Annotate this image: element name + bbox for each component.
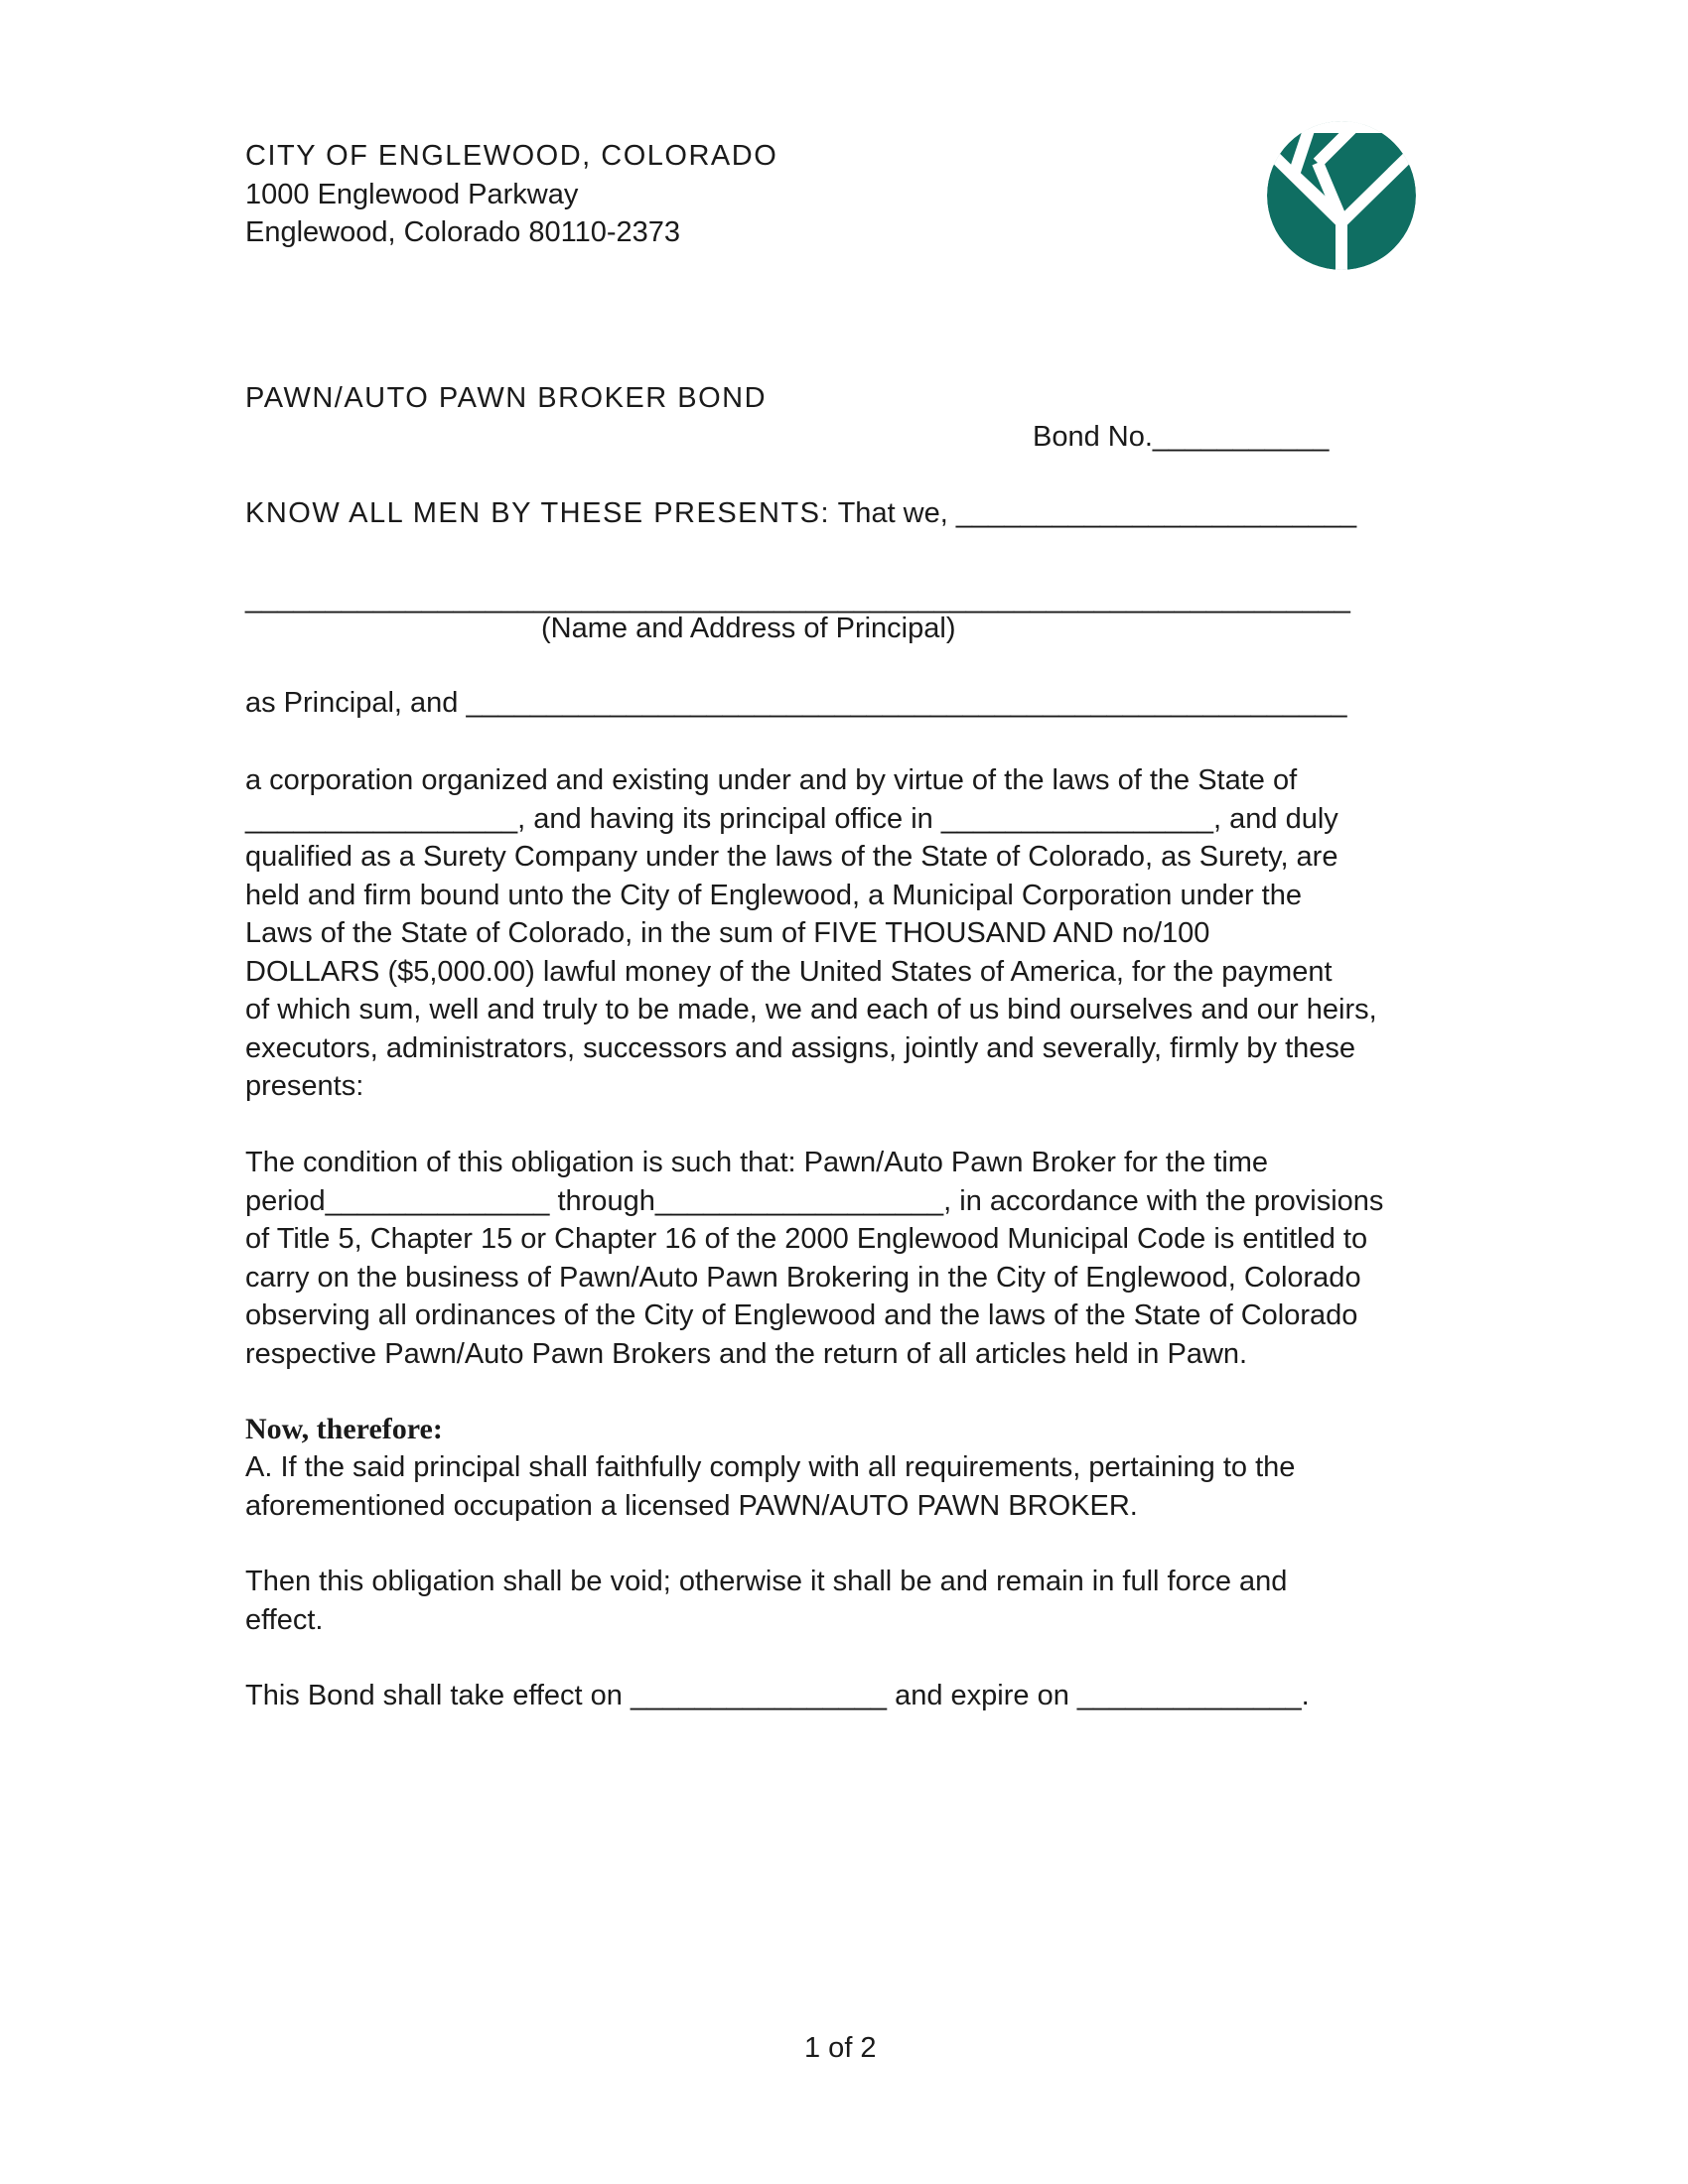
principal-address-field[interactable]: _____________________________________________________________________ [245,583,1350,614]
paragraph-line: The condition of this obligation is such that: Pawn/Auto Pawn Broker for the time [245,1147,1269,1178]
paragraph-line: presents: [245,1070,364,1102]
paragraph-line: a corporation organized and existing under and by virtue of the laws of the State of [245,764,1298,796]
address-line-1: 1000 Englewood Parkway [245,178,579,210]
paragraph-line: _________________, and having its principal office in _________________, and duly [245,802,1338,835]
address-line-2: Englewood, Colorado 80110-2373 [245,216,681,248]
bond-number-field[interactable]: Bond No.___________ [1033,421,1330,453]
paragraph-line: Then this obligation shall be void; otherwise it shall be and remain in full force and [245,1566,1288,1597]
condition-paragraph [245,1144,1383,1373]
principal-name-field[interactable]: That we, _________________________ [830,497,1357,529]
paragraph-line: Laws of the State of Colorado, in the sum of FIVE THOUSAND AND no/100 [245,917,1210,949]
paragraph-line: held and firm bound unto the City of Englewood, a Municipal Corporation under the [245,879,1302,911]
principal-caption: (Name and Address of Principal) [541,613,956,644]
paragraph-line: of which sum, well and truly to be made, we and each of us bind ourselves and our heirs, [245,994,1377,1025]
letterhead [245,137,777,252]
void-clause [245,1563,1287,1639]
now-therefore-heading: Now, therefore: [245,1413,443,1445]
paragraph-line: respective Pawn/Auto Pawn Brokers and the return of all articles held in Pawn. [245,1337,1248,1370]
effective-dates-field[interactable]: This Bond shall take effect on ________________ and expire on ______________. [245,1680,1310,1711]
clause-a [245,1448,1295,1525]
city-logo-icon [1267,121,1416,270]
paragraph-line: DOLLARS ($5,000.00) lawful money of the United States of America, for the payment [245,955,1333,988]
paragraph-line: executors, administrators, successors and assigns, jointly and severally, firmly by these [245,1031,1356,1064]
paragraph-line: period______________ through__________________, in accordance with the provisions [245,1184,1384,1217]
paragraph-line: of Title 5, Chapter 15 or Chapter 16 of the 2000 Englewood Municipal Code is entitled to [245,1223,1368,1255]
paragraph-line: carry on the business of Pawn/Auto Pawn Brokering in the City of Englewood, Colorado [245,1261,1361,1294]
paragraph-line: observing all ordinances of the City of Englewood and the laws of the State of Colorado [245,1299,1358,1331]
surety-paragraph [245,761,1377,1106]
document-title: PAWN/AUTO PAWN BROKER BOND [245,382,768,414]
know-all-line [245,494,1356,533]
paragraph-line: aforementioned occupation a licensed PAWN/AUTO PAWN BROKER. [245,1489,1138,1522]
paragraph-line: A. If the said principal shall faithfully comply with all requirements, pertaining to the [245,1451,1296,1483]
know-all-lead: KNOW ALL MEN BY THESE PRESENTS: [245,497,831,529]
paragraph-line: qualified as a Surety Company under the laws of the State of Colorado, as Surety, are [245,841,1338,873]
page-number: 1 of 2 [804,2032,877,2064]
paragraph-line: effect. [245,1603,324,1636]
surety-name-field[interactable]: as Principal, and _______________________________________________________ [245,687,1347,719]
org-name: CITY OF ENGLEWOOD, COLORADO [245,140,778,172]
